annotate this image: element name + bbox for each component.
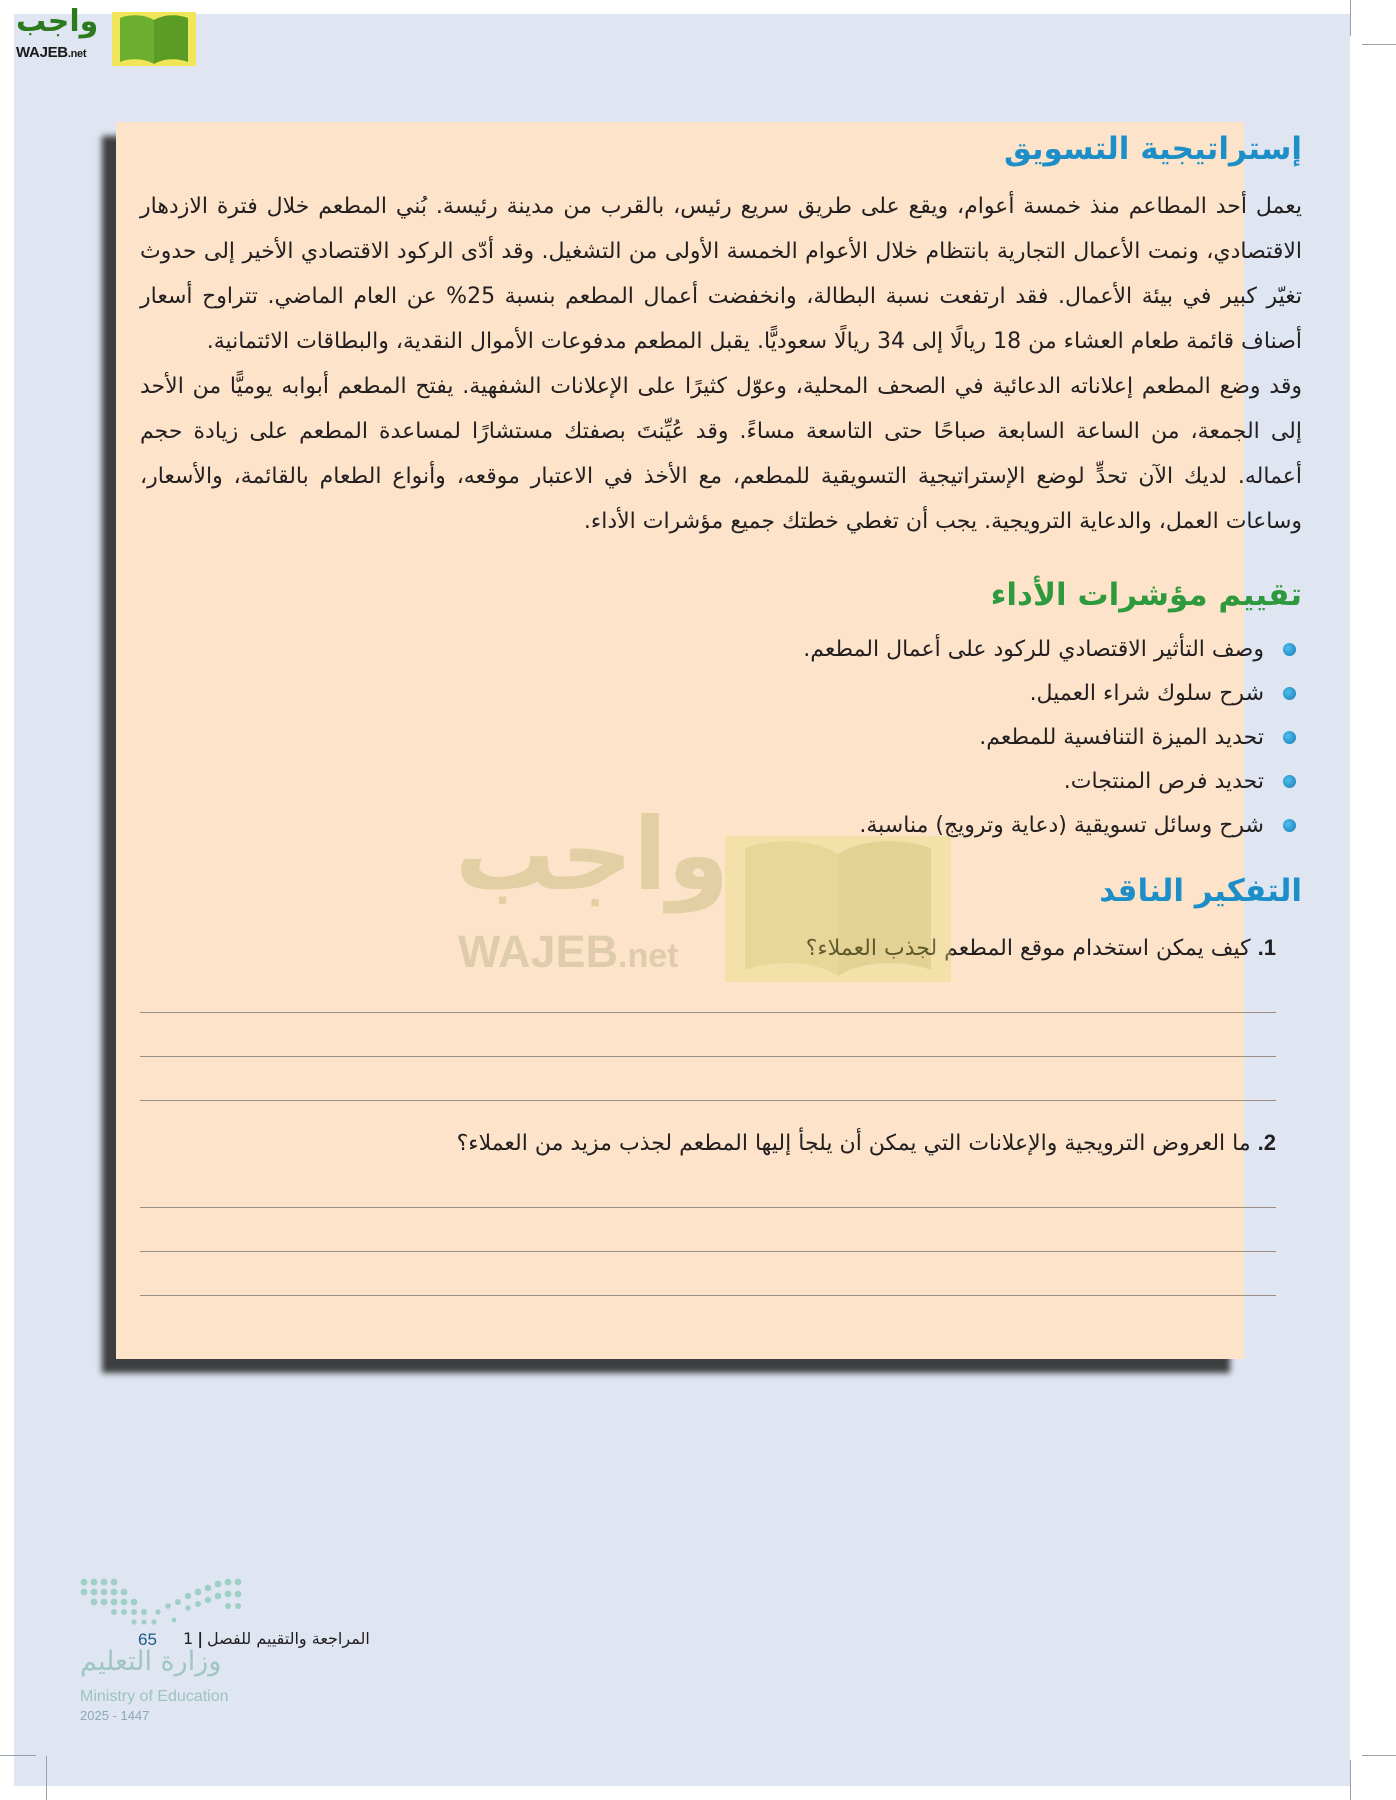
- activity-content: [140, 126, 1302, 1296]
- section-title-indicators: تقييم مؤشرات الأداء: [990, 577, 1302, 613]
- wajeb-logo-arabic: واجب: [16, 4, 99, 39]
- wajeb-logo-latin: WAJEB.net: [16, 44, 87, 61]
- question-text: كيف يمكن استخدام موقع المطعم لجذب العملاء؟: [805, 936, 1251, 961]
- indicators-list: [140, 628, 1302, 848]
- answer-line[interactable]: [140, 1057, 1276, 1101]
- indicator-item: تحديد الميزة التنافسية للمطعم.: [140, 716, 1264, 760]
- book-icon: [110, 6, 198, 68]
- page-number: 65: [138, 1630, 157, 1649]
- publication-year: 2025 - 1447: [80, 1708, 150, 1723]
- question-text: ما العروض الترويجية والإعلانات التي يمكن أن يلجأ إليها المطعم لجذب مزيد من العملاء؟: [456, 1131, 1251, 1156]
- crop-mark: [46, 1756, 47, 1800]
- crop-mark: [1362, 44, 1396, 45]
- answer-line[interactable]: [140, 1252, 1276, 1296]
- strategy-paragraph-2: وقد وضع المطعم إعلاناته الدعائية في الصحف المحلية، وعوّل كثيرًا على الإعلانات الشفهية. يفتح المطعم أبوابه يوميًّا من الأحد إلى الجمعة، من الساعة السابعة صباحًا حتى التاسعة مساءً. وقد عُيِّنتَ بصفتك مستشارًا لمساعدة المطعم على زيادة حجم أعماله. لديك الآن تحدٍّ لوضع الإستراتيجية التسويقية للمطعم، مع الأخذ في الاعتبار موقعه، وأنواع الطعام بالقائمة، والأسعار، وساعات العمل، والدعاية الترويجية. يجب أن تغطي خطتك جميع مؤشرات الأداء.: [140, 374, 1302, 534]
- question-1: [140, 926, 1302, 970]
- crop-mark: [1350, 0, 1351, 36]
- answer-line[interactable]: [140, 1208, 1276, 1252]
- answer-line[interactable]: [140, 1013, 1276, 1057]
- chapter-label: 1 | المراجعة والتقييم للفصل: [183, 1629, 370, 1648]
- answer-lines-2[interactable]: [140, 1165, 1276, 1296]
- section-title-strategy: إستراتيجية التسويق: [1003, 131, 1302, 167]
- crop-mark: [1362, 1755, 1396, 1756]
- question-number: 2.: [1257, 1130, 1276, 1155]
- answer-line[interactable]: [140, 1165, 1276, 1208]
- answer-line[interactable]: [140, 970, 1276, 1013]
- watermark-latin: WAJEB.net: [458, 926, 679, 977]
- indicator-item: تحديد فرص المنتجات.: [140, 760, 1264, 804]
- ministry-name-english: Ministry of Education: [80, 1688, 229, 1705]
- indicator-item: شرح وسائل تسويقية (دعاية وترويج) مناسبة.: [140, 804, 1264, 848]
- watermark-arabic: واجب: [455, 796, 730, 913]
- answer-lines-1[interactable]: [140, 970, 1276, 1101]
- page-footer: [78, 1576, 438, 1726]
- indicator-item: شرح سلوك شراء العميل.: [140, 672, 1264, 716]
- indicator-item: وصف التأثير الاقتصادي للركود على أعمال المطعم.: [140, 628, 1264, 672]
- wajeb-logo[interactable]: [10, 6, 190, 68]
- ministry-name-arabic: وزارة التعليم: [80, 1646, 222, 1677]
- strategy-paragraph-1: يعمل أحد المطاعم منذ خمسة أعوام، ويقع على طريق سريع رئيس، بالقرب من مدينة رئيسة. بُني المطعم خلال فترة الازدهار الاقتصادي، ونمت الأعمال التجارية بانتظام خلال الأعوام الخمسة الأولى من التشغيل. وقد أدّى الركود الاقتصادي الأخير إلى حدوث تغيّر كبير في بيئة الأعمال. فقد ارتفعت نسبة البطالة، وانخفضت أعمال المطعم بنسبة 25% عن العام الماضي. تتراوح أسعار أصناف قائمة طعام العشاء من 18 ريالًا إلى 34 ريالًا سعوديًّا. يقبل المطعم مدفوعات الأموال النقدية، والبطاقات الائتمانية.: [140, 194, 1302, 354]
- crop-mark: [1350, 1760, 1351, 1800]
- question-2: [140, 1121, 1302, 1165]
- crop-mark: [0, 1755, 36, 1756]
- question-number: 1.: [1257, 935, 1276, 960]
- section-title-critical-thinking: التفكير الناقد: [1099, 873, 1302, 909]
